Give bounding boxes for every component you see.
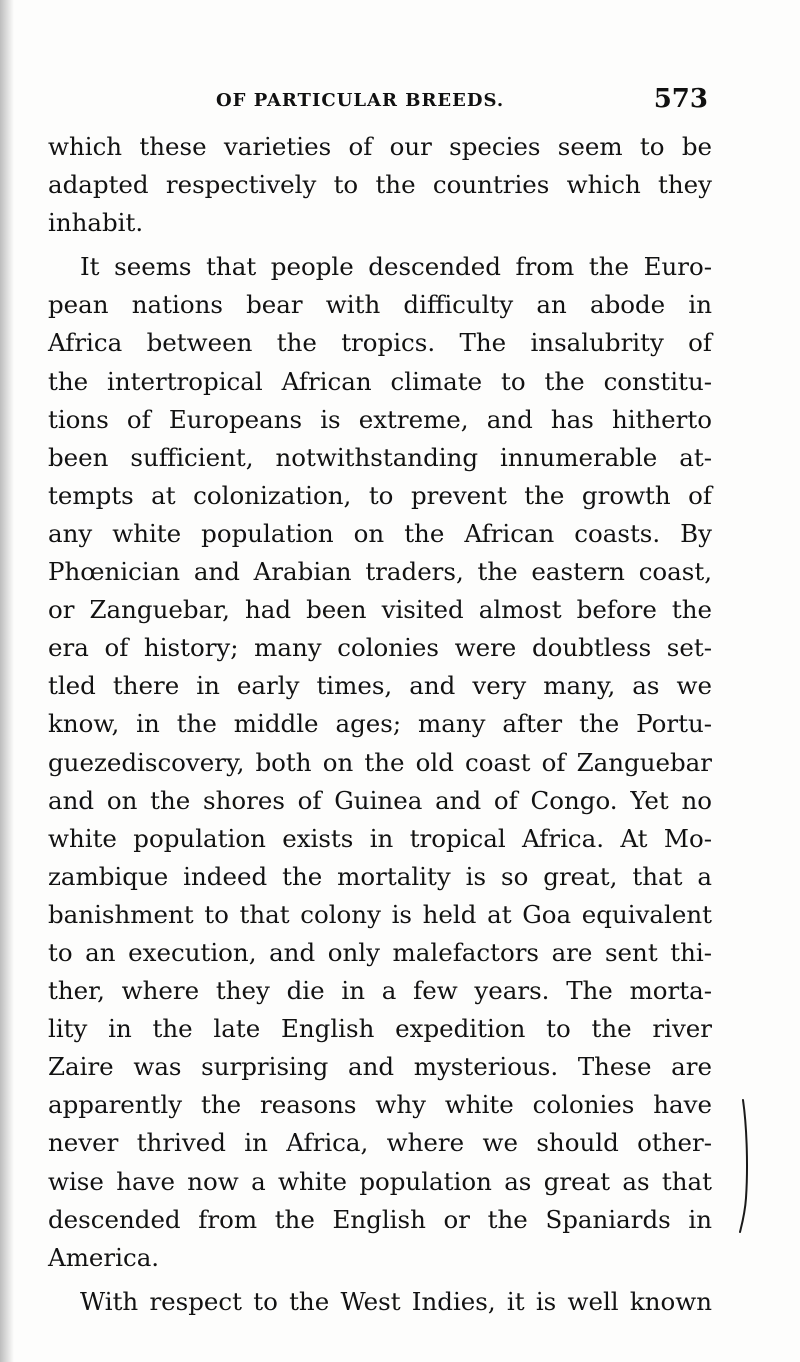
margin-pencil-mark — [737, 1098, 751, 1234]
text-line: and on the shores of Guinea and of Congo. Yet no — [48, 785, 712, 815]
text-line: ther, where they die in a few years. The morta- — [48, 976, 712, 1006]
text-line: It seems that people descended from the Euro- — [80, 252, 712, 282]
text-line: Africa between the tropics. The insalubrity of — [48, 328, 712, 358]
page-edge-shadow — [0, 0, 14, 1362]
text-line: banishment to that colony is held at Goa equivalent — [48, 899, 712, 929]
paragraph-2 — [48, 248, 712, 1277]
text-line: the intertropical African climate to the constitu- — [48, 366, 712, 396]
text-line: tions of Europeans is extreme, and has hitherto — [48, 404, 712, 434]
text-line: America. — [48, 1242, 160, 1272]
text-line: Zaire was surprising and mysterious. These are — [48, 1052, 712, 1082]
paragraph-3 — [48, 1283, 712, 1321]
text-line: zambique indeed the mortality is so great, that a — [48, 861, 712, 891]
running-header — [48, 84, 716, 114]
text-line: Phœnician and Arabian traders, the eastern coast, — [48, 557, 712, 587]
text-line: guezediscovery, both on the old coast of Zanguebar — [48, 747, 712, 777]
paragraph-1 — [48, 128, 712, 242]
text-line: wise have now a white population as great as that — [48, 1166, 712, 1196]
text-line: era of history; many colonies were doubtless set- — [48, 633, 712, 663]
text-line: tempts at colonization, to prevent the growth of — [48, 480, 712, 510]
body-text — [48, 128, 712, 1321]
text-line: With respect to the West Indies, it is well known — [80, 1286, 712, 1316]
text-line: descended from the English or the Spaniards in — [48, 1204, 712, 1234]
text-line: white population exists in tropical Africa. At Mo- — [48, 823, 712, 853]
text-line: know, in the middle ages; many after the Portu- — [48, 709, 712, 739]
text-line: lity in the late English expedition to the river — [48, 1014, 712, 1044]
text-line: which these varieties of our species seem to be — [48, 132, 712, 161]
text-line: pean nations bear with difficulty an abode in — [48, 290, 712, 320]
text-line: any white population on the African coasts. By — [48, 518, 712, 548]
text-line: apparently the reasons why white colonies have — [48, 1090, 712, 1120]
running-title: OF PARTICULAR BREEDS. — [216, 90, 505, 111]
text-line: tled there in early times, and very many, as we — [48, 671, 712, 701]
text-line: to an execution, and only malefactors are sent thi- — [48, 937, 712, 967]
text-line: inhabit. — [48, 208, 144, 238]
page-number: 573 — [653, 84, 708, 114]
text-line: been sufficient, notwithstanding innumerable at- — [48, 442, 712, 472]
text-line: or Zanguebar, had been visited almost before the — [48, 595, 712, 625]
text-line: never thrived in Africa, where we should other- — [48, 1128, 712, 1158]
text-line: adapted respectively to the countries which they — [48, 170, 712, 200]
